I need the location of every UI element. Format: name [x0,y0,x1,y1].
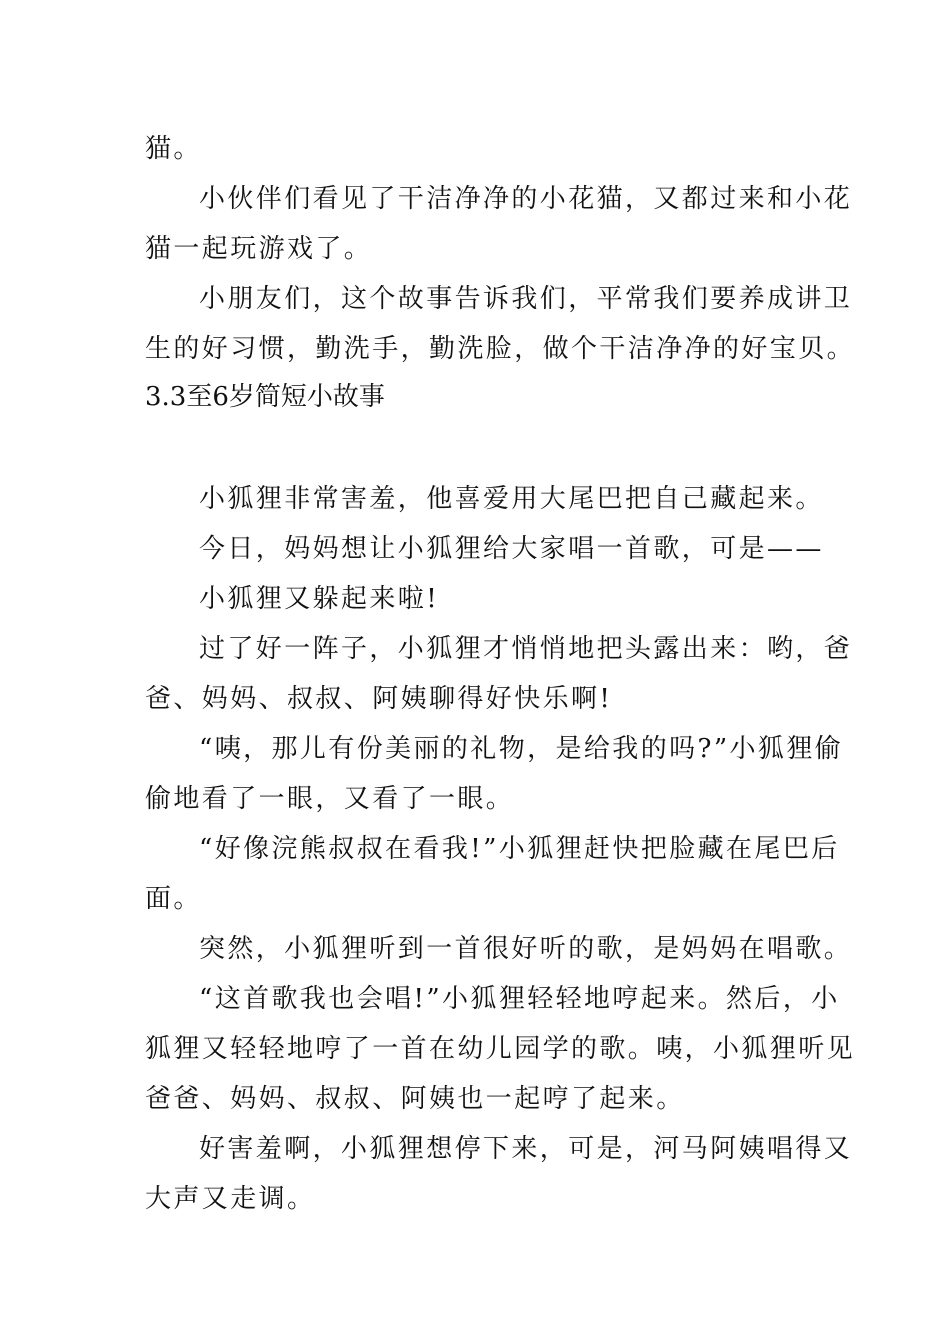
paragraph-line: 偷地看了一眼，又看了一眼。 [145,784,515,814]
paragraph-line: 面。 [145,884,202,914]
paragraph-line: “好像浣熊叔叔在看我!”小狐狸赶快把脸藏在尾巴后 [199,834,840,864]
paragraph-line: 小朋友们，这个故事告诉我们，平常我们要养成讲卫 [199,284,853,314]
paragraph-line: 小狐狸又躲起来啦! [199,584,440,614]
paragraph-line: 爸、妈妈、叔叔、阿姨聊得好快乐啊! [145,684,613,714]
paragraph-line: 突然，小狐狸听到一首很好听的歌，是妈妈在唱歌。 [199,934,853,964]
section-heading: 3.3至6岁简短小故事 [145,382,385,412]
paragraph-line: 小狐狸非常害羞，他喜爱用大尾巴把自己藏起来。 [199,484,824,514]
paragraph-line: 狐狸又轻轻地哼了一首在幼儿园学的歌。咦，小狐狸听见 [145,1034,856,1064]
story-text-block [145,474,856,1224]
paragraph-line: 今日，妈妈想让小狐狸给大家唱一首歌，可是—— [199,534,824,564]
paragraph-line: 猫一起玩游戏了。 [145,234,373,264]
top-text-block [145,124,856,374]
paragraph-line: 猫。 [145,134,202,164]
paragraph-line: 爸爸、妈妈、叔叔、阿姨也一起哼了起来。 [145,1084,685,1114]
paragraph-line: 生的好习惯，勤洗手，勤洗脸，做个干洁净净的好宝贝。 [145,334,856,364]
paragraph-line: “这首歌我也会唱!”小狐狸轻轻地哼起来。然后，小 [199,984,840,1014]
paragraph-line: 过了好一阵子，小狐狸才悄悄地把头露出来：哟，爸 [199,634,853,664]
paragraph-line: “咦，那儿有份美丽的礼物，是给我的吗?”小狐狸偷 [199,734,844,764]
paragraph-line: 小伙伴们看见了干洁净净的小花猫，又都过来和小花 [199,184,853,214]
paragraph-line: 好害羞啊，小狐狸想停下来，可是，河马阿姨唱得又 [199,1134,853,1164]
paragraph-line: 大声又走调。 [145,1184,316,1214]
